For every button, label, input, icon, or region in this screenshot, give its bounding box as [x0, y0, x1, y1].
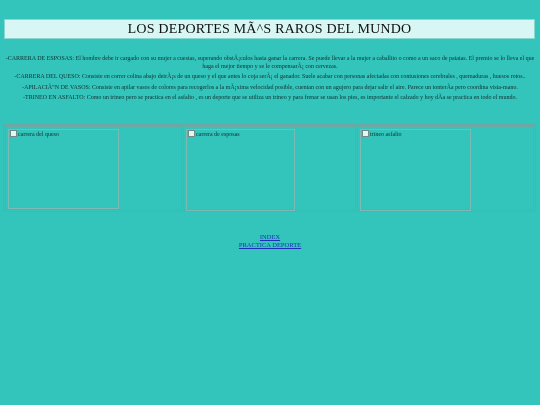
description-carrera-queso: -CARRERA DEL QUESO: Consiste en correr colina abajo detrÃ¡s de un queso y el que antes lo coja serÃ¡ el ganador. Suele acabar con personas afectadas con contusiones cerebrales , quemaduras , huesos rotos..	[14, 74, 526, 81]
description-carrera-esposas: -CARRERA DE ESPOSAS: El hombre debe ir cargado con su mujer a cuestas, superando obstÃ¡culos hasta ganar la carrera. Se puede llevar a la mujer a caballito o como a un saco de patatas. El premio se lo lleva el que haga el mejor tiempo y se le compensarÃ¡ con cervezas.	[5, 56, 535, 70]
image-cell-queso	[5, 126, 182, 210]
description-apilacion-vasos: -APILACIÃ“N DE VASOS: Consiste en apilar vasos de colores para recogerlos a la mÃ¡xima velocidad posible, cuentan con un agujero para dejar salir el aire. Parece un tonterÃa pero coordina vista-mano.	[22, 84, 518, 91]
image-alt-text: carrera del queso	[18, 132, 59, 138]
broken-image-icon	[188, 130, 195, 137]
sports-descriptions	[2, 56, 538, 106]
image-cell-trineo	[357, 126, 534, 210]
image-alt-text: carrera de esposas	[196, 132, 240, 138]
description-trineo-asfalto: -TRINEO EN ASFALTO: Como un trineo pero se practica en el asfalto , es un deporte que se utiliza un trineo y para frenar se usan los pies, es importante el calzado y hoy dÃa se practica en todo el mundo.	[23, 95, 517, 102]
image-cell-esposas	[183, 126, 356, 210]
image-carrera-queso	[8, 129, 119, 209]
page-title: LOS DEPORTES MÃ^S RAROS DEL MUNDO	[4, 19, 535, 39]
image-carrera-esposas	[186, 129, 295, 211]
broken-image-icon	[362, 130, 369, 137]
nav-links	[0, 234, 540, 250]
index-link[interactable]: INDEX	[259, 234, 281, 241]
practica-deporte-link[interactable]: PRACTICA DEPORTE	[238, 242, 302, 249]
images-table	[3, 124, 536, 212]
image-alt-text: trineo asfalto	[370, 132, 402, 138]
image-trineo-asfalto	[360, 129, 471, 211]
broken-image-icon	[10, 130, 17, 137]
